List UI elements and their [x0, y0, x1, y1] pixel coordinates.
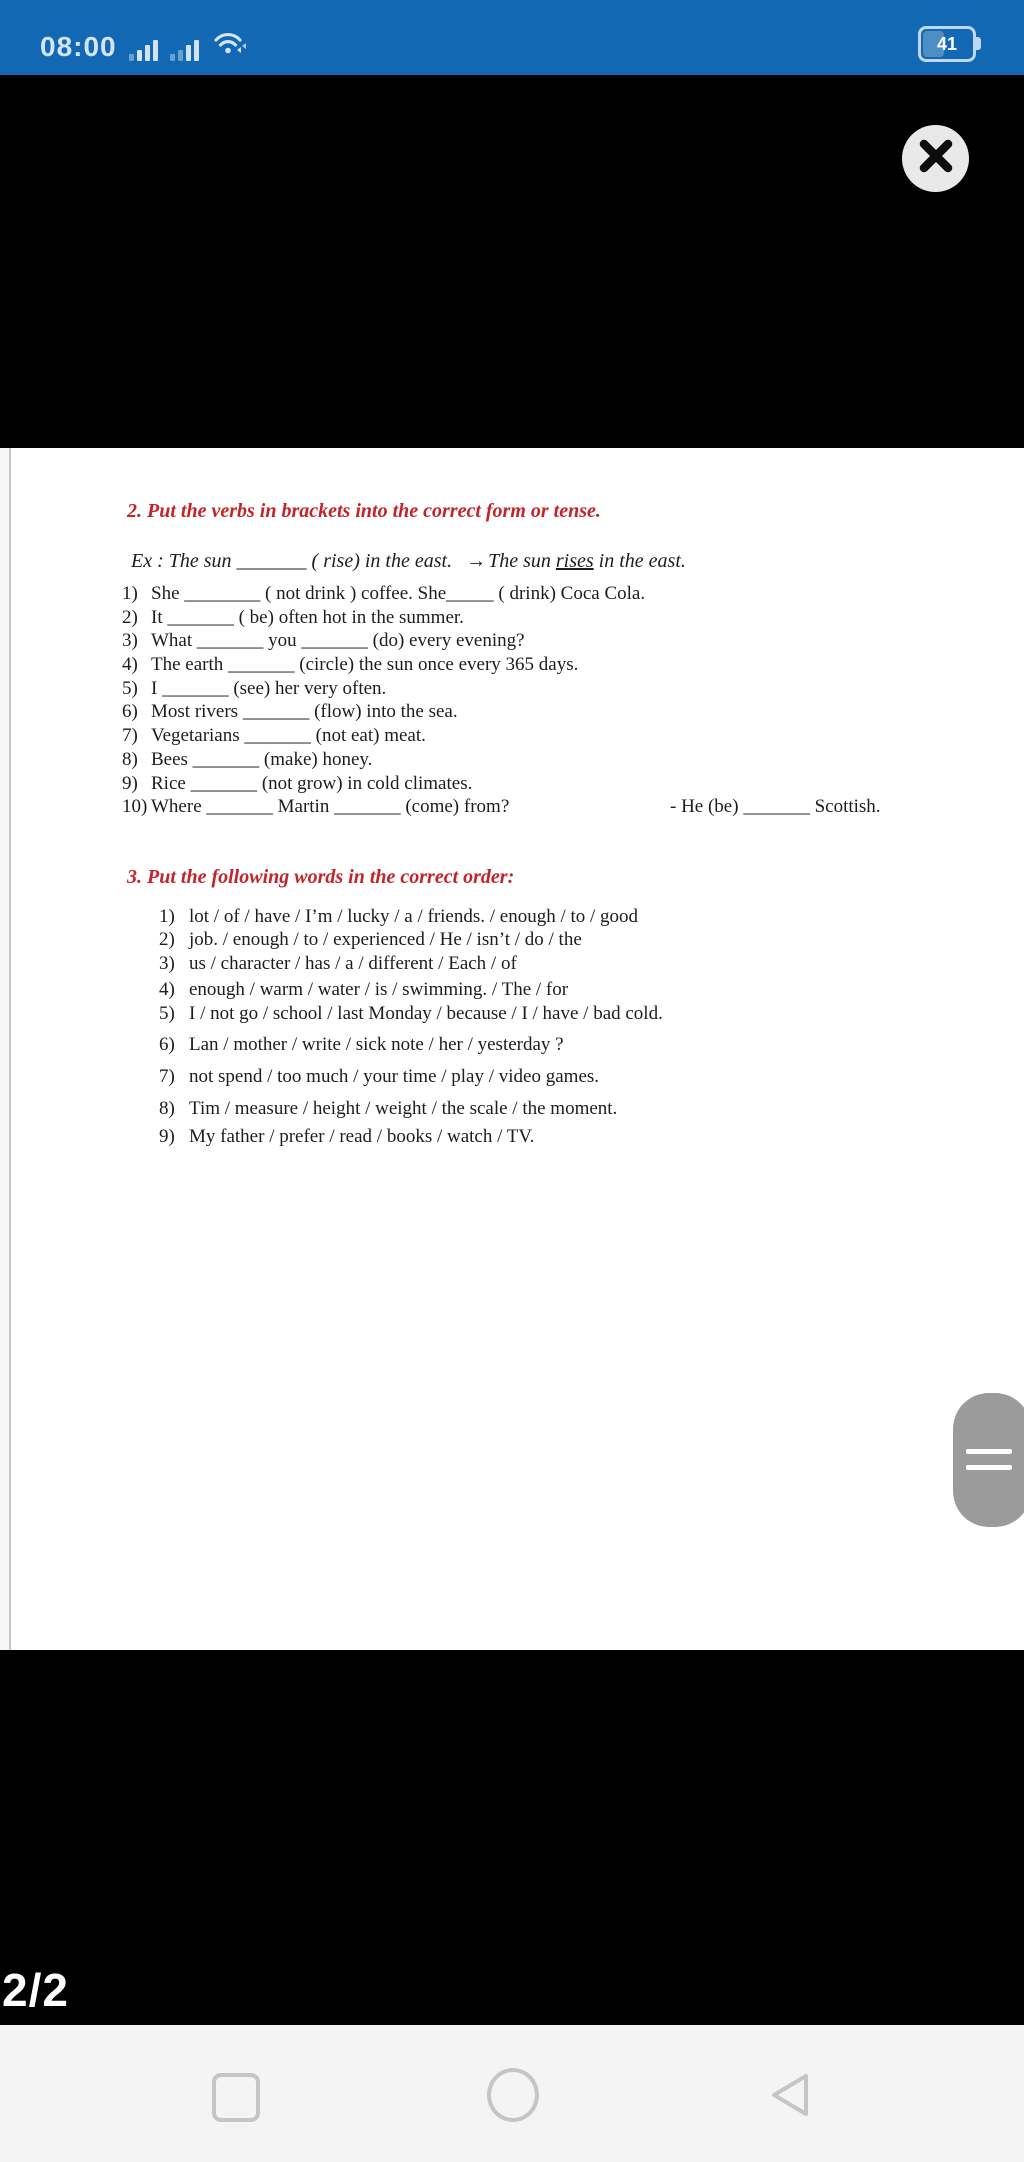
- section3-list: [159, 448, 999, 1650]
- scroll-handle[interactable]: [953, 1393, 1024, 1527]
- status-bar: [0, 0, 1024, 75]
- exercise-item: 1) She ________ ( not drink ) coffee. She_____ ( drink) Coca Cola.: [122, 583, 646, 604]
- battery-nub: [976, 37, 981, 50]
- exercise-item-answer: - He (be) _______ Scottish.: [670, 796, 881, 818]
- example-lead: The sun: [488, 550, 556, 572]
- section3-heading: 3. Put the following words in the correct order:: [127, 866, 515, 888]
- recents-button-square-icon[interactable]: [212, 2073, 260, 2122]
- viewer-top-area: [0, 75, 1024, 448]
- document-content: [0, 448, 1024, 1650]
- example-suffix: in the east.: [593, 550, 686, 572]
- arrow-icon: →: [466, 550, 487, 572]
- exercise-item: 9) Rice _______ (not grow) in cold climates.: [122, 772, 473, 794]
- exercise-item: 2) job. / enough / to / experienced / He / isn’t / do / the: [159, 929, 582, 950]
- exercise-item: 5) I _______ (see) her very often.: [122, 677, 387, 699]
- exercise-item: 4) The earth _______ (circle) the sun once every 365 days.: [122, 654, 579, 676]
- clock-text: 08:00: [40, 30, 117, 62]
- cell-signal-icon-2: [170, 39, 199, 61]
- exercise-item: 8) Tim / measure / height / weight / the scale / the moment.: [159, 1098, 618, 1119]
- battery-percent: 41: [936, 33, 958, 54]
- back-button-triangle-icon[interactable]: [766, 2070, 814, 2125]
- home-button-circle-icon[interactable]: [487, 2068, 539, 2122]
- battery-icon: [918, 26, 976, 62]
- page-indicator: 2/2: [2, 1964, 69, 2016]
- example-prefix: Ex : The sun _______ ( rise) in the east.: [131, 550, 453, 572]
- exercise-item: 2) It _______ ( be) often hot in the summer.: [122, 606, 464, 628]
- status-right-group: [918, 26, 976, 62]
- exercise-item: 5) I / not go / school / last Monday / because / I / have / bad cold.: [159, 1003, 663, 1024]
- handle-grip-line: [966, 1465, 1012, 1470]
- exercise-item: 7) not spend / too much / your time / play / video games.: [159, 1066, 600, 1087]
- exercise-item: 3) us / character / has / a / different / Each / of: [159, 953, 517, 974]
- exercise-item: 7) Vegetarians _______ (not eat) meat.: [122, 725, 426, 747]
- exercise-item: 8) Bees _______ (make) honey.: [122, 748, 373, 770]
- exercise-item: 1) lot / of / have / I’m / lucky / a / friends. / enough / to / good: [159, 906, 639, 927]
- status-left-group: [40, 29, 247, 61]
- exercise-item: 9) My father / prefer / read / books / watch / TV.: [159, 1126, 535, 1147]
- exercise-item: 10) Where _______ Martin _______ (come) from? - He (be) _______ Scottish.: [122, 796, 881, 818]
- example-underlined-word: rises: [555, 550, 594, 572]
- handle-grip-line: [966, 1449, 1012, 1454]
- exercise-item: 4) enough / warm / water / is / swimming. / The / for: [159, 979, 569, 1000]
- exercise-item: 3) What _______ you _______ (do) every evening?: [122, 630, 525, 652]
- wifi-icon: [213, 29, 247, 61]
- cell-signal-icon: [129, 39, 158, 61]
- exercise-item: 6) Most rivers _______ (flow) into the sea.: [122, 701, 458, 723]
- viewer-bottom-area: [0, 1650, 1024, 2025]
- exercise-item: 6) Lan / mother / write / sick note / her / yesterday ?: [159, 1034, 564, 1055]
- navigation-bar: [0, 2025, 1024, 2162]
- document-page: [0, 448, 1024, 1650]
- close-icon: [916, 136, 956, 181]
- close-button[interactable]: [902, 125, 969, 192]
- section2-heading: 2. Put the verbs in brackets into the correct form or tense.: [127, 500, 601, 522]
